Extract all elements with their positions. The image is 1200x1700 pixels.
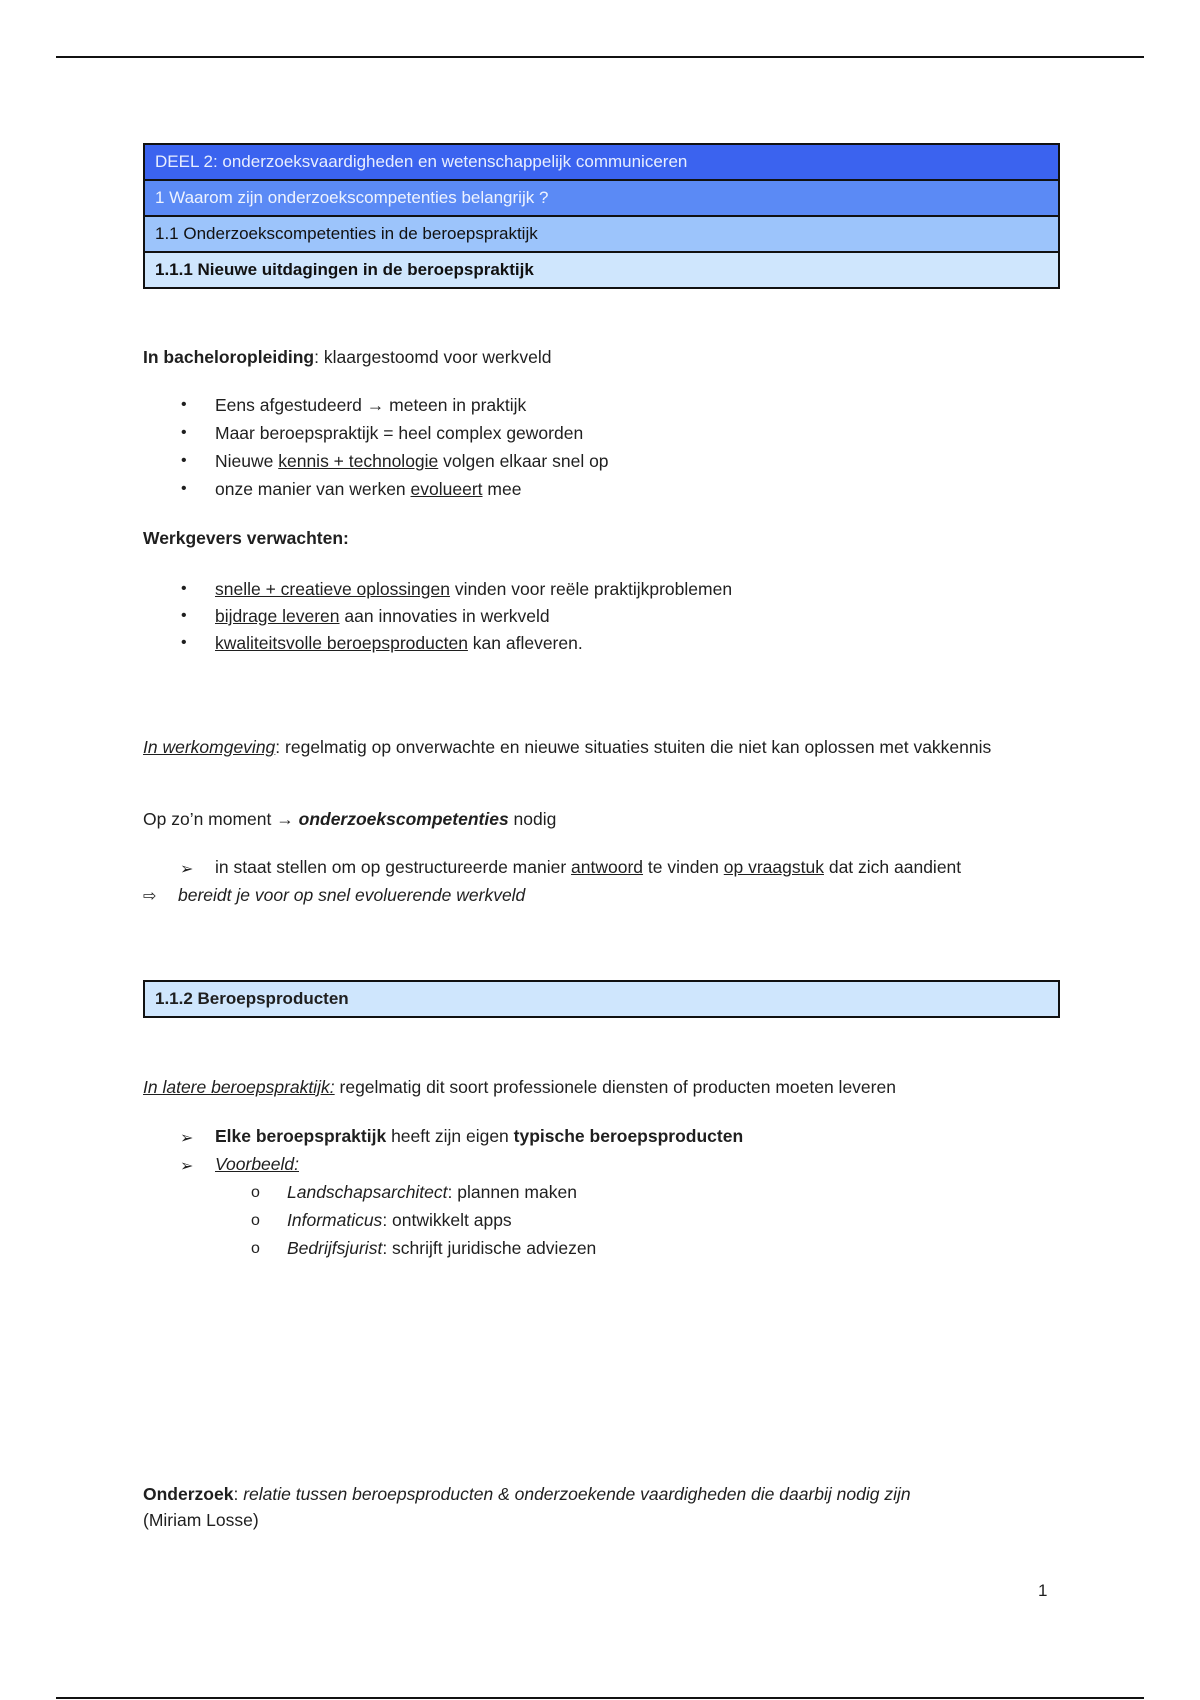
list-item (287, 1182, 577, 1203)
circle-bullet-icon: o (251, 1212, 260, 1229)
text-span: volgen elkaar snel op (438, 451, 609, 471)
bold-span: Onderzoek (143, 1484, 234, 1504)
circle-bullet-icon: o (251, 1240, 260, 1257)
list-item: Voorbeeld: (215, 1154, 299, 1174)
text-span: mee (482, 479, 522, 499)
conclusion-line: bereidt je voor op snel evoluerende werkveld (178, 885, 526, 905)
underlined-span: bijdrage leveren (215, 606, 340, 626)
heading-beroepsproducten: 1.1.2 Beroepsproducten (143, 980, 1060, 1018)
bullet-icon: • (181, 607, 187, 624)
bachelor-lead (143, 347, 551, 368)
text-span: dat zich aandient (823, 857, 962, 877)
bachelor-lead-bold: In bacheloropleiding (143, 347, 315, 367)
arrowhead-bullet-icon: ➢ (180, 1130, 194, 1147)
text-span: heeft zijn eigen (386, 1126, 514, 1146)
bachelor-lead-rest: : klaargestoomd voor werkveld (314, 347, 552, 367)
emphasis-span: In latere beroepspraktijk: (143, 1077, 335, 1097)
heading-level-3: 1.1.1 Nieuwe uitdagingen in de beroepspraktijk (145, 251, 1058, 287)
italic-span: relatie tussen beroepsproducten & onderzoekende vaardigheden die daarbij nodig zijn (243, 1484, 911, 1504)
bottom-rule (56, 1697, 1144, 1699)
heading-block (143, 143, 1060, 289)
onderzoek-author: (Miriam Losse) (143, 1510, 259, 1530)
underlined-span: antwoord (571, 857, 644, 877)
text-span: te vinden (643, 857, 724, 877)
top-rule (56, 56, 1144, 58)
heading-level-2: 1.1 Onderzoekscompetenties in de beroepspraktijk (145, 215, 1058, 251)
werkomgeving-paragraph (143, 733, 1023, 761)
beroepspraktijk-line (143, 1077, 896, 1098)
list-item (287, 1238, 596, 1259)
text-span: : plannen maken (447, 1182, 577, 1202)
onderzoek-definition (143, 1484, 911, 1505)
bullet-icon: • (181, 396, 187, 413)
werkomgeving-lead: In werkomgeving (143, 737, 276, 757)
text-span: regelmatig dit soort professionele diensten of producten moeten leveren (334, 1077, 896, 1097)
bullet-icon: • (181, 452, 187, 469)
text-span: : schrijft juridische adviezen (382, 1238, 597, 1258)
underlined-span: evolueert (410, 479, 483, 499)
bold-span: Elke beroepspraktijk (215, 1126, 387, 1146)
text-span: : (233, 1484, 244, 1504)
underlined-span: kwaliteitsvolle beroepsproducten (215, 633, 468, 653)
heading-deel: DEEL 2: onderzoeksvaardigheden en wetenschappelijk communiceren (145, 145, 1058, 179)
italic-span: Informaticus (287, 1210, 383, 1230)
list-item (215, 1126, 743, 1147)
text-span: : regelmatig op onverwachte en nieuwe situaties stuiten die niet kan oplossen met vakkennis (275, 737, 992, 757)
circle-bullet-icon: o (251, 1184, 260, 1201)
text-span: onze manier van werken (215, 479, 411, 499)
emphasis-span: onderzoekscompetenties (298, 809, 509, 829)
text-span: in staat stellen om op gestructureerde manier (215, 857, 572, 877)
outlined-arrow-icon: ⇨ (143, 888, 157, 905)
list-item: Maar beroepspraktijk = heel complex geworden (215, 423, 584, 443)
text-span: nodig (508, 809, 557, 829)
bullet-icon: • (181, 580, 187, 597)
list-item (215, 451, 609, 472)
text-span: Op zo’n moment → (143, 809, 299, 829)
moment-line (143, 809, 556, 830)
arrowhead-bullet-icon: ➢ (180, 861, 194, 878)
page-number: 1 (1038, 1581, 1048, 1600)
text-span: aan innovaties in werkveld (339, 606, 550, 626)
text-span: Nieuwe (215, 451, 279, 471)
text-span: : ontwikkelt apps (382, 1210, 512, 1230)
underlined-span: snelle + creatieve oplossingen (215, 579, 450, 599)
bullet-icon: • (181, 634, 187, 651)
underlined-span: op vraagstuk (723, 857, 824, 877)
text-span: kan afleveren. (467, 633, 583, 653)
list-item (215, 606, 550, 627)
list-item (215, 479, 521, 500)
bullet-icon: • (181, 480, 187, 497)
list-item (215, 857, 961, 878)
italic-span: Bedrijfsjurist (287, 1238, 383, 1258)
werkgevers-heading: Werkgevers verwachten: (143, 528, 349, 548)
arrowhead-bullet-icon: ➢ (180, 1158, 194, 1175)
italic-span: Landschapsarchitect (287, 1182, 448, 1202)
list-item (215, 579, 732, 600)
bold-span: typische beroepsproducten (513, 1126, 744, 1146)
heading-level-1: 1 Waarom zijn onderzoekscompetenties belangrijk ? (145, 179, 1058, 215)
list-item (287, 1210, 512, 1231)
list-item: Eens afgestudeerd → meteen in praktijk (215, 395, 527, 415)
text-span: vinden voor reële praktijkproblemen (449, 579, 733, 599)
underlined-span: kennis + technologie (278, 451, 439, 471)
bullet-icon: • (181, 424, 187, 441)
list-item (215, 633, 583, 654)
